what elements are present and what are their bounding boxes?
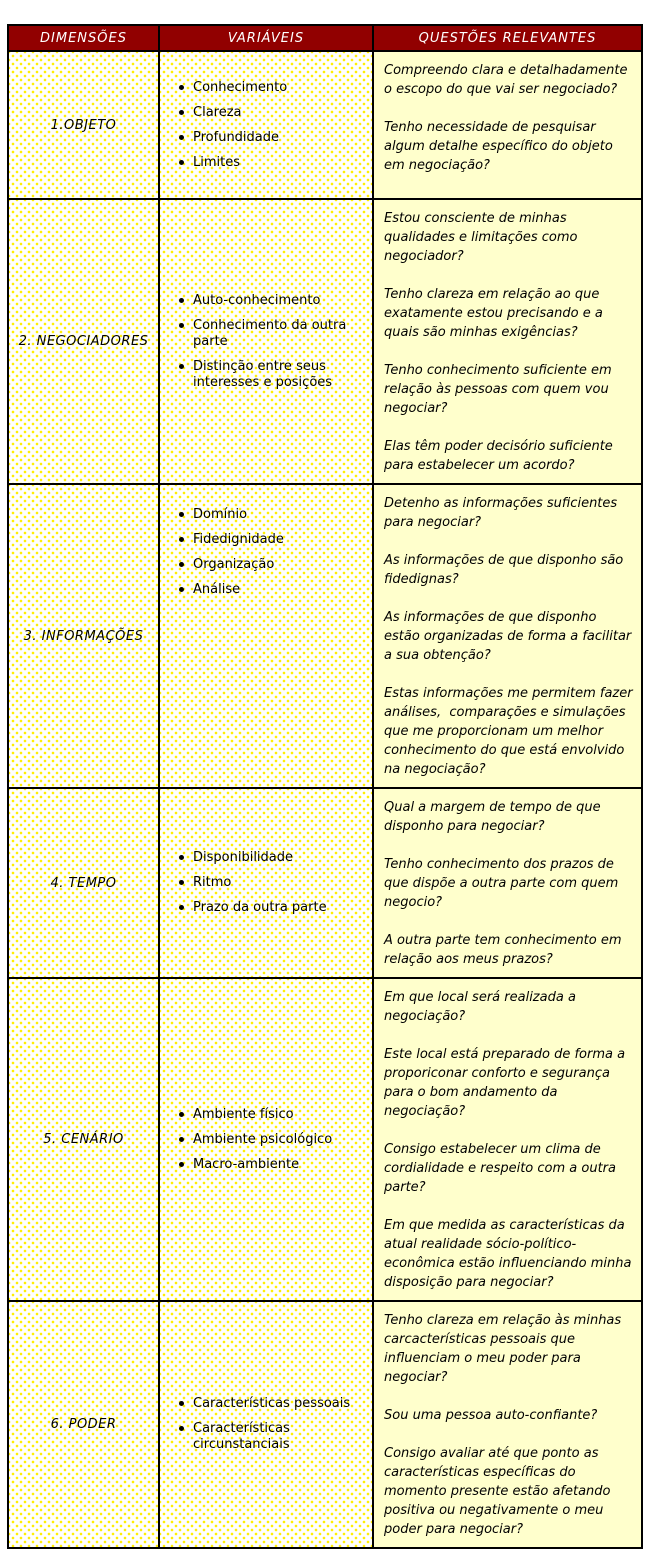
question-text: Consigo avaliar até que ponto as características específicas do momento presente estão afetando positiva ou negativamente o meu poder para negociar?	[384, 1446, 615, 1537]
question-text: Consigo estabelecer um clima de cordialidade e respeito com a outra parte?	[384, 1142, 621, 1195]
variable-item: Conhecimento da outra parte	[178, 318, 366, 350]
dimension-label: 1.OBJETO	[50, 117, 117, 133]
variable-item: Ritmo	[178, 875, 366, 891]
question-text: Em que medida as características da atual realidade sócio-político-econômica estão influenciando minha disposição para negociar?	[384, 1218, 636, 1290]
variable-item: Fidedignidade	[178, 532, 366, 548]
table-header	[8, 25, 642, 51]
table-row	[8, 199, 642, 484]
variables-cell	[159, 51, 373, 199]
question-text: Em que local será realizada a negociação?	[384, 990, 581, 1024]
header-row	[8, 25, 642, 51]
variable-item: Organização	[178, 557, 366, 573]
dimension-cell	[8, 199, 159, 484]
variables-cell	[159, 199, 373, 484]
table-body	[8, 51, 642, 1548]
dimension-label: 5. CENÁRIO	[43, 1132, 124, 1147]
table-row	[8, 788, 642, 978]
question-text: Sou uma pessoa auto-confiante?	[384, 1408, 598, 1423]
column-header-dimensoes: DIMENSÕES	[8, 25, 159, 51]
dimension-cell	[8, 1301, 159, 1548]
table-row	[8, 1301, 642, 1548]
variable-item: Limites	[178, 155, 366, 171]
variable-item: Análise	[178, 582, 366, 598]
variables-cell	[159, 788, 373, 978]
variable-item: Clareza	[178, 105, 366, 121]
variables-list	[178, 1396, 366, 1453]
questions-cell	[373, 978, 642, 1301]
column-header-questoes-relevantes: QUESTÕES RELEVANTES	[373, 25, 642, 51]
variable-item: Auto-conhecimento	[178, 293, 366, 309]
table-row	[8, 51, 642, 199]
question-text: Elas têm poder decisório suficiente para estabelecer um acordo?	[384, 439, 617, 473]
variables-cell	[159, 1301, 373, 1548]
question-text: Compreendo clara e detalhadamente o escopo do que vai ser negociado?	[384, 63, 632, 97]
question-text: Tenho conhecimento dos prazos de que dispõe a outra parte com quem negocio?	[384, 857, 623, 910]
questions-cell	[373, 199, 642, 484]
question-text: Estas informações me permitem fazer análises, comparações e simulações que me proporcionam um melhor conhecimento do que está envolvido na negociação?	[384, 686, 641, 777]
dimension-label: 3. INFORMAÇÕES	[23, 628, 144, 644]
variable-item: Ambiente psicológico	[178, 1132, 366, 1148]
questions-cell	[373, 788, 642, 978]
dimension-cell	[8, 484, 159, 788]
questions-cell	[373, 484, 642, 788]
variables-list	[178, 1107, 366, 1173]
questions-cell	[373, 51, 642, 199]
dimension-label: 4. TEMPO	[50, 875, 117, 891]
question-text: Estou consciente de minhas qualidades e limitações como negociador?	[384, 211, 582, 264]
dimension-cell	[8, 978, 159, 1301]
variable-item: Conhecimento	[178, 80, 366, 96]
question-text: Qual a margem de tempo de que disponho para negociar?	[384, 800, 605, 834]
variable-item: Domínio	[178, 507, 366, 523]
variables-cell	[159, 978, 373, 1301]
question-text: Tenho clareza em relação ao que exatamente estou precisando e a quais são minhas exigências?	[384, 287, 607, 340]
question-text: Tenho necessidade de pesquisar algum detalhe específico do objeto em negociação?	[384, 120, 617, 173]
question-text: As informações de que disponho estão organizadas de forma a facilitar a sua obtenção?	[384, 610, 636, 663]
question-text: A outra parte tem conhecimento em relação aos meus prazos?	[384, 933, 626, 967]
variable-item: Profundidade	[178, 130, 366, 146]
variables-list	[178, 507, 366, 598]
variable-item: Prazo da outra parte	[178, 900, 366, 916]
variable-item: Disponibilidade	[178, 850, 366, 866]
variables-list	[178, 850, 366, 916]
dimension-label: 2. NEGOCIADORES	[18, 334, 149, 349]
variables-cell	[159, 484, 373, 788]
table-row	[8, 484, 642, 788]
question-text: Este local está preparado de forma a proporiconar conforto e segurança para o bom andamento da negociação?	[384, 1047, 630, 1119]
variable-item: Ambiente físico	[178, 1107, 366, 1123]
variables-list	[178, 293, 366, 391]
dimension-label: 6. PODER	[50, 1417, 117, 1432]
variable-item: Características circunstanciais	[178, 1421, 366, 1453]
questions-cell	[373, 1301, 642, 1548]
table-row	[8, 978, 642, 1301]
dimension-cell	[8, 51, 159, 199]
question-text: Tenho clareza em relação às minhas carcacterísticas pessoais que influenciam o meu poder para negociar?	[384, 1313, 626, 1385]
dimension-cell	[8, 788, 159, 978]
column-header-variaveis: VARIÁVEIS	[159, 25, 373, 51]
question-text: As informações de que disponho são fidedignas?	[384, 553, 628, 587]
question-text: Detenho as informações suficientes para negociar?	[384, 496, 622, 530]
variable-item: Distinção entre seus interesses e posições	[178, 359, 366, 391]
question-text: Tenho conhecimento suficiente em relação às pessoas com quem vou negociar?	[384, 363, 616, 416]
negotiation-dimensions-table	[7, 24, 643, 1549]
variables-list	[178, 80, 366, 171]
variable-item: Características pessoais	[178, 1396, 366, 1412]
variable-item: Macro-ambiente	[178, 1157, 366, 1173]
